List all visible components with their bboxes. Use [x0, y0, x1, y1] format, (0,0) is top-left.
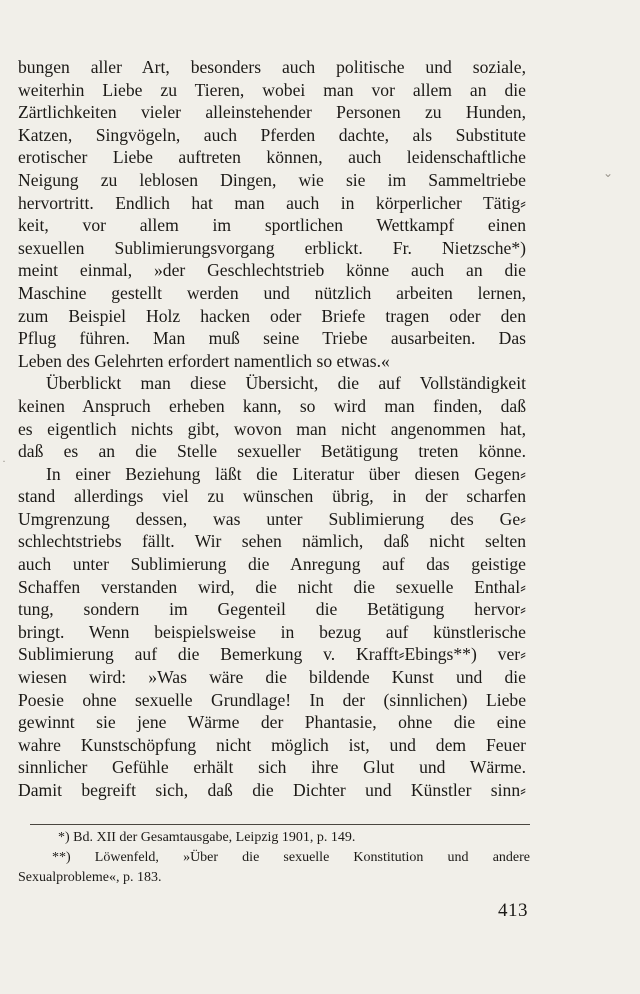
text-line: Zärtlichkeiten vieler alleinstehender Personen zu Hunden,	[18, 102, 526, 123]
text-line: auch unter Sublimierung die Anregung auf das geistige	[18, 554, 526, 575]
text-line: schlechtstriebs fällt. Wir sehen nämlich, daß nicht selten	[18, 531, 526, 552]
text-line: meint einmal, »der Geschlechtstrieb könne auch an die	[18, 260, 526, 281]
text-line: wahre Kunstschöpfung nicht möglich ist, und dem Feuer	[18, 734, 526, 755]
text-line: Neigung zu leblosen Dingen, wie sie im Sammeltriebe	[18, 169, 526, 190]
text-line: Pflug führen. Man muß seine Triebe ausarbeiten. Das	[18, 328, 526, 349]
text-line: bringt. Wenn beispielsweise in bezug auf künstlerische	[18, 621, 526, 642]
text-line: sinnlicher Gefühle erhält sich ihre Glut und Wärme.	[18, 757, 526, 778]
text-line: gewinnt sie jene Wärme der Phantasie, ohne die eine	[18, 712, 526, 733]
text-line: keit, vor allem im sportlichen Wettkampf einen	[18, 215, 526, 236]
text-line: keinen Anspruch erheben kann, so wird man finden, daß	[18, 395, 526, 416]
footnote-1: *) Bd. XII der Gesamtausgabe, Leipzig 1901, p. 149.	[58, 830, 356, 845]
body-text	[18, 56, 526, 802]
text-line: Überblickt man diese Übersicht, die auf Vollständigkeit	[46, 373, 526, 394]
text-line: In einer Beziehung läßt die Literatur über diesen Gegen⸗	[46, 463, 526, 484]
text-line: Sublimierung auf die Bemerkung v. Krafft⸗Ebings**) ver⸗	[18, 644, 526, 665]
text-line: Leben des Gelehrten erfordert namentlich so etwas.«	[18, 350, 390, 371]
footnote-2: **) Löwenfeld, »Über die sexuelle Konstitution und andere	[52, 850, 530, 865]
footnote-2-continuation: Sexualprobleme«, p. 183.	[18, 870, 162, 885]
text-line: wiesen wird: »Was wäre die bildende Kunst und die	[18, 667, 526, 688]
text-line: daß es an die Stelle sexueller Betätigung treten könne.	[18, 441, 526, 462]
margin-mark: ·	[2, 454, 6, 468]
text-line: Schaffen verstanden wird, die nicht die sexuelle Enthal⸗	[18, 576, 526, 597]
text-line: hervortritt. Endlich hat man auch in körperlicher Tätig⸗	[18, 192, 526, 213]
text-line: Maschine gestellt werden und nützlich arbeiten lernen,	[18, 282, 526, 303]
text-line: tung, sondern im Gegenteil die Betätigung hervor⸗	[18, 599, 526, 620]
text-line: Umgrenzung dessen, was unter Sublimierung des Ge⸗	[18, 508, 526, 529]
footnote-divider	[30, 824, 530, 825]
footnotes	[18, 828, 530, 888]
text-line: Damit begreift sich, daß die Dichter und Künstler sinn⸗	[18, 780, 526, 800]
text-line: weiterhin Liebe zu Tieren, wobei man vor allem an die	[18, 79, 526, 100]
text-line: stand allerdings viel zu wünschen übrig, in der scharfen	[18, 486, 526, 507]
text-line: erotischer Liebe auftreten können, auch leidenschaftliche	[18, 147, 526, 168]
text-line: zum Beispiel Holz hacken oder Briefe tragen oder den	[18, 305, 526, 326]
margin-mark: ⌄	[603, 166, 614, 180]
text-line: es eigentlich nichts gibt, wovon man nicht angenommen hat,	[18, 418, 526, 439]
text-line: bungen aller Art, besonders auch politische und soziale,	[18, 57, 526, 77]
text-line: Katzen, Singvögeln, auch Pferden dachte, als Substitute	[18, 124, 526, 145]
text-line: Poesie ohne sexuelle Grundlage! In der (sinnlichen) Liebe	[18, 689, 526, 710]
page-number: 413	[498, 900, 528, 921]
text-line: sexuellen Sublimierungsvorgang erblickt. Fr. Nietzsche*)	[18, 237, 526, 258]
